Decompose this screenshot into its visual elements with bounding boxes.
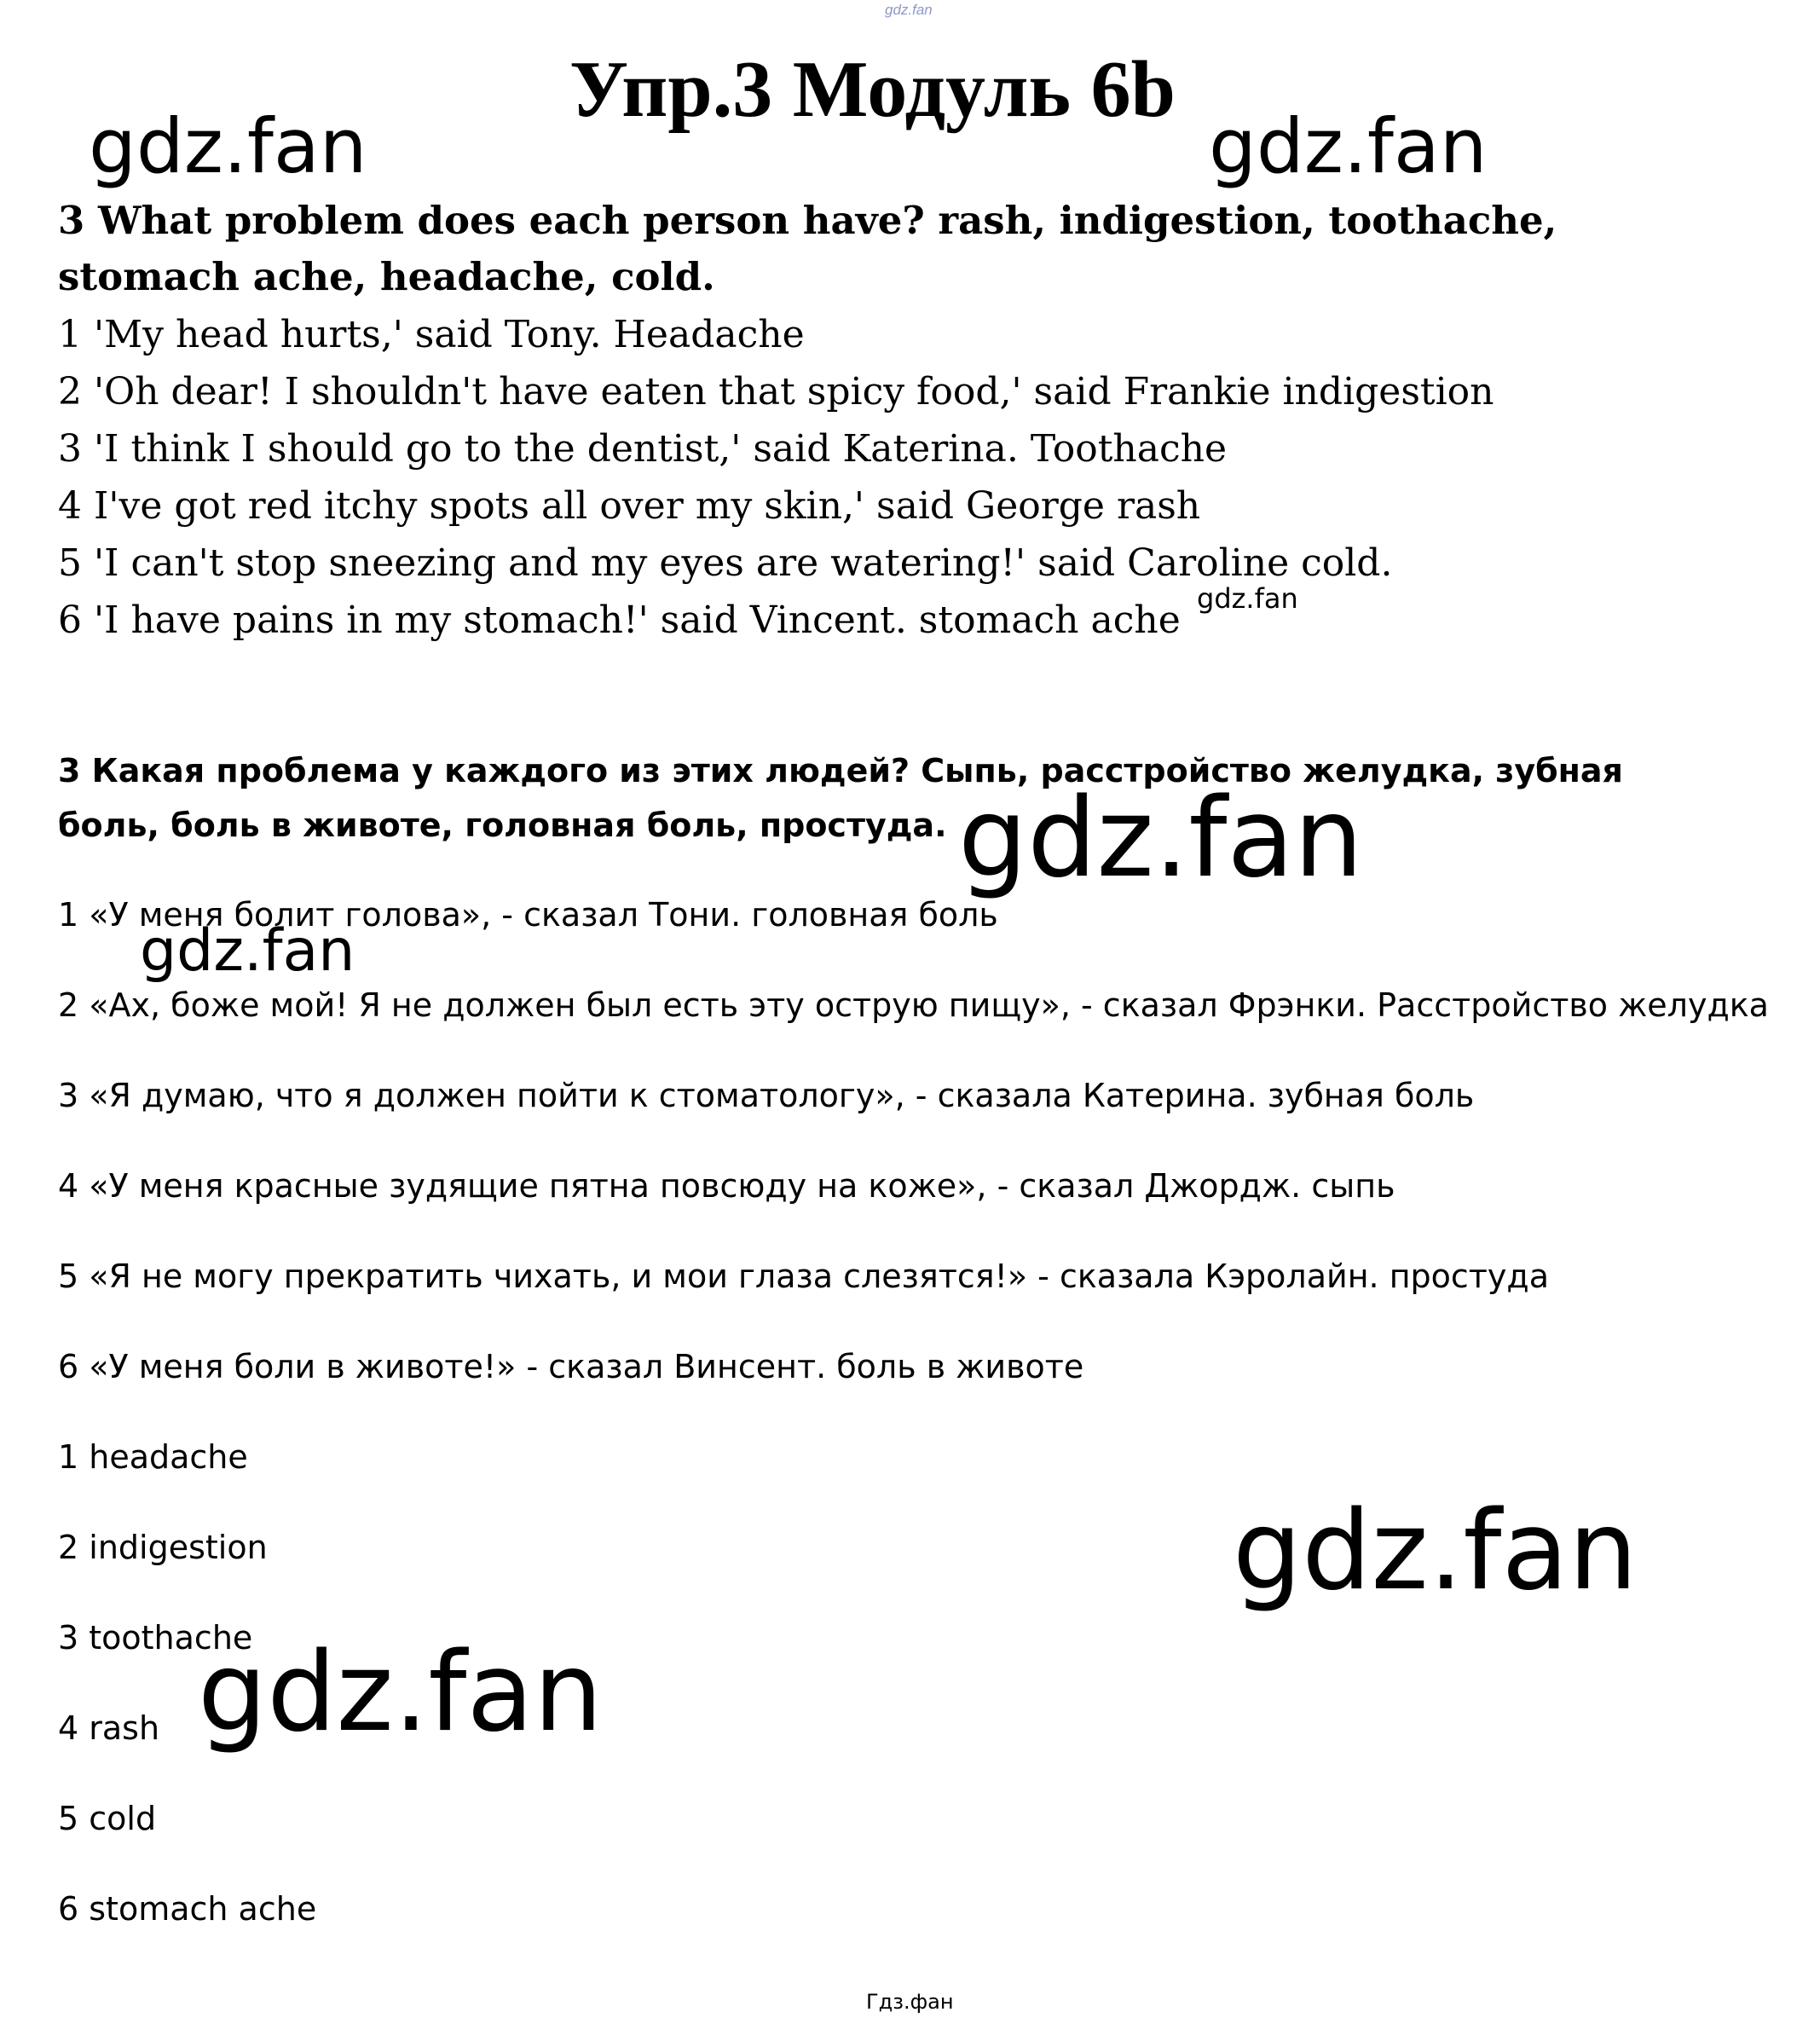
english-line: 1 'My head hurts,' said Tony. Headache — [58, 313, 805, 356]
english-line: 3 'I think I should go to the dentist,' said Katerina. Toothache — [58, 427, 1228, 471]
watermark: gdz.fan — [1233, 1488, 1638, 1615]
english-line: 5 'I can't stop sneezing and my eyes are watering!' said Caroline cold. — [58, 541, 1393, 585]
answer-item: 6 stomach ache — [58, 1890, 317, 1928]
answer-item: 4 rash — [58, 1709, 160, 1747]
english-question: 3 What problem does each person have? rash, indigestion, toothache, stomach ache, headache, cold. — [58, 198, 1557, 299]
russian-line: 6 «У меня боли в животе!» - сказал Винсент. боль в животе — [58, 1348, 1084, 1385]
page-footer: Гдз.фан — [866, 1990, 954, 2014]
answer-item: 3 toothache — [58, 1619, 253, 1657]
russian-line: 2 «Ах, боже мой! Я не должен был есть эту острую пищу», - сказал Фрэнки. Расстройство желудка — [58, 986, 1769, 1024]
russian-line: 1 «У меня болит голова», - сказал Тони. головная боль — [58, 896, 998, 934]
watermark: gdz.fan — [89, 102, 367, 190]
russian-line: 4 «У меня красные зудящие пятна повсюду на коже», - сказал Джордж. сыпь — [58, 1167, 1395, 1205]
page-title: Упр.3 Модуль 6b — [569, 45, 1176, 134]
watermark: gdz.fan — [1197, 582, 1298, 615]
russian-question: 3 Какая проблема у каждого из этих людей? Сыпь, расстройство желудка, зубная боль, боль в животе, головная боль, простуда. — [58, 752, 1623, 844]
watermark: gdz.fan — [1209, 102, 1488, 190]
english-line: 4 I've got red itchy spots all over my skin,' said George rash — [58, 484, 1201, 528]
english-line: 6 'I have pains in my stomach!' said Vincent. stomach ache — [58, 598, 1181, 642]
answer-item: 5 cold — [58, 1800, 157, 1837]
russian-line: 5 «Я не могу прекратить чихать, и мои глаза слезятся!» - сказала Кэролайн. простуда — [58, 1258, 1549, 1295]
english-line: 2 'Oh dear! I shouldn't have eaten that spicy food,' said Frankie indigestion — [58, 370, 1494, 413]
watermark: gdz.fan — [198, 1629, 603, 1756]
watermark: gdz.fan — [958, 775, 1363, 902]
top-watermark: gdz.fan — [885, 2, 933, 18]
watermark: gdz.fan — [140, 917, 355, 985]
russian-line: 3 «Я думаю, что я должен пойти к стоматологу», - сказала Катерина. зубная боль — [58, 1077, 1475, 1114]
answer-item: 2 indigestion — [58, 1529, 268, 1566]
answer-item: 1 headache — [58, 1438, 248, 1476]
